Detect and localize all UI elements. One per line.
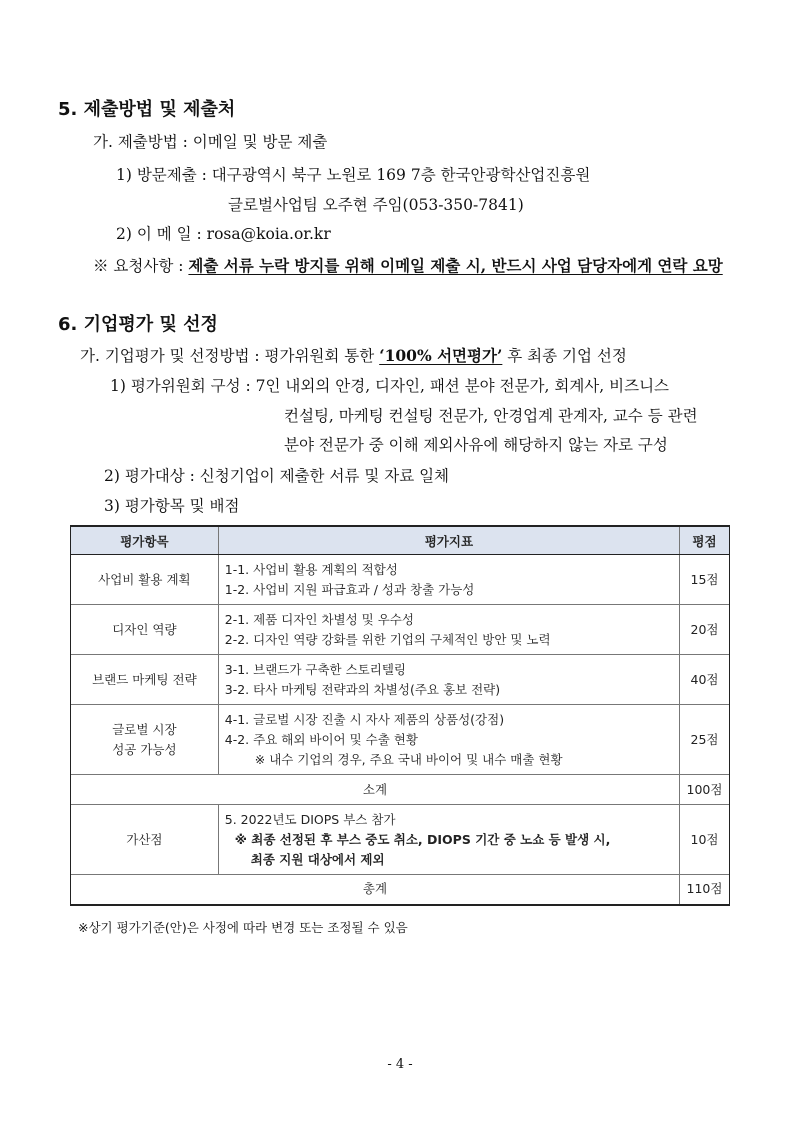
evaluation-items-heading: 3) 평가항목 및 배점 <box>104 497 240 515</box>
evaluation-method <box>80 344 627 366</box>
row-score: 40점 <box>680 655 730 705</box>
total-label: 총계 <box>71 875 680 905</box>
subtotal-score: 100점 <box>680 775 730 805</box>
bonus-score: 10점 <box>680 805 730 875</box>
evaluation-method-highlight: ‘100% 서면평가’ <box>379 346 503 365</box>
evaluation-table <box>70 525 730 906</box>
subtotal-row <box>71 775 730 805</box>
row-item: 브랜드 마케팅 전략 <box>71 655 219 705</box>
visit-address-line2: 글로벌사업팀 오주현 주임(053-350-7841) <box>228 196 524 214</box>
committee-line2: 컨설팅, 마케팅 컨설팅 전문가, 안경업계 관계자, 교수 등 관련 <box>284 407 698 425</box>
indicator-line: 1-1. 사업비 활용 계획의 적합성 <box>224 561 398 577</box>
bonus-line: 5. 2022년도 DIOPS 부스 참가 <box>224 811 396 827</box>
section6-title: 6. 기업평가 및 선정 <box>58 314 218 335</box>
page-number: - 4 - <box>387 1057 413 1072</box>
request-label: ※ 요청사항 : <box>93 257 189 275</box>
evaluation-method-prefix: 가. 기업평가 및 선정방법 : 평가위원회 통한 <box>80 347 380 365</box>
header-indicator: 평가지표 <box>218 526 679 555</box>
row-indicators <box>218 555 679 605</box>
committee-line3: 분야 전문가 중 이해 제외사유에 해당하지 않는 자로 구성 <box>284 436 668 454</box>
row-indicators <box>218 655 679 705</box>
total-row <box>71 875 730 905</box>
indicator-line: 4-1. 글로벌 시장 진출 시 자사 제품의 상품성(강점) <box>224 711 505 727</box>
table-row <box>71 555 730 605</box>
indicator-line: 4-2. 주요 해외 바이어 및 수출 현황 <box>224 731 418 747</box>
evaluation-method-suffix: 후 최종 기업 선정 <box>502 347 627 365</box>
table-row <box>71 705 730 775</box>
request-note <box>93 254 723 276</box>
bonus-warning-line: ※ 최종 선정된 후 부스 중도 취소, DIOPS 기간 중 노쇼 등 발생 시, <box>234 831 611 847</box>
indicator-line: 2-2. 디자인 역량 강화를 위한 기업의 구체적인 방안 및 노력 <box>224 631 551 647</box>
row-item: 사업비 활용 계획 <box>71 555 219 605</box>
bonus-indicators <box>218 805 679 875</box>
section5-title: 5. 제출방법 및 제출처 <box>58 99 236 120</box>
bonus-row <box>71 805 730 875</box>
header-item: 평가항목 <box>71 526 219 555</box>
row-score: 15점 <box>680 555 730 605</box>
indicator-line: 1-2. 사업비 지원 파급효과 / 성과 창출 가능성 <box>224 581 475 597</box>
indicator-line: 3-1. 브랜드가 구축한 스토리텔링 <box>224 661 406 677</box>
table-header-row <box>71 526 730 555</box>
row-item-line: 성공 가능성 <box>112 741 177 757</box>
evaluation-target: 2) 평가대상 : 신청기업이 제출한 서류 및 자료 일체 <box>104 467 450 485</box>
row-score: 20점 <box>680 605 730 655</box>
header-score: 평점 <box>680 526 730 555</box>
bonus-warning-line2: 최종 지원 대상에서 제외 <box>250 851 385 867</box>
subtotal-label: 소계 <box>71 775 680 805</box>
row-score: 25점 <box>680 705 730 775</box>
row-indicators <box>218 605 679 655</box>
row-indicators <box>218 705 679 775</box>
request-text: 제출 서류 누락 방지를 위해 이메일 제출 시, 반드시 사업 담당자에게 연락 요망 <box>188 256 723 275</box>
row-item <box>71 705 219 775</box>
committee-line1: 1) 평가위원회 구성 : 7인 내외의 안경, 디자인, 패션 분야 전문가, 회계사, 비즈니스 <box>110 377 670 395</box>
total-score: 110점 <box>680 875 730 905</box>
row-item: 디자인 역량 <box>71 605 219 655</box>
bonus-item: 가산점 <box>71 805 219 875</box>
footnote: ※상기 평가기준(안)은 사정에 따라 변경 또는 조정될 수 있음 <box>78 920 408 935</box>
indicator-line: 3-2. 타사 마케팅 전략과의 차별성(주요 홍보 전략) <box>224 681 501 697</box>
visit-address-line1: 1) 방문제출 : 대구광역시 북구 노원로 169 7층 한국안광학산업진흥원 <box>116 166 591 184</box>
submission-method: 가. 제출방법 : 이메일 및 방문 제출 <box>93 133 328 151</box>
row-item-line: 글로벌 시장 <box>112 721 177 737</box>
indicator-subnote: ※ 내수 기업의 경우, 주요 국내 바이어 및 내수 매출 현황 <box>254 751 563 767</box>
email-line: 2) 이 메 일 : rosa@koia.or.kr <box>116 225 331 243</box>
table-row <box>71 655 730 705</box>
indicator-line: 2-1. 제품 디자인 차별성 및 우수성 <box>224 611 414 627</box>
table-row <box>71 605 730 655</box>
